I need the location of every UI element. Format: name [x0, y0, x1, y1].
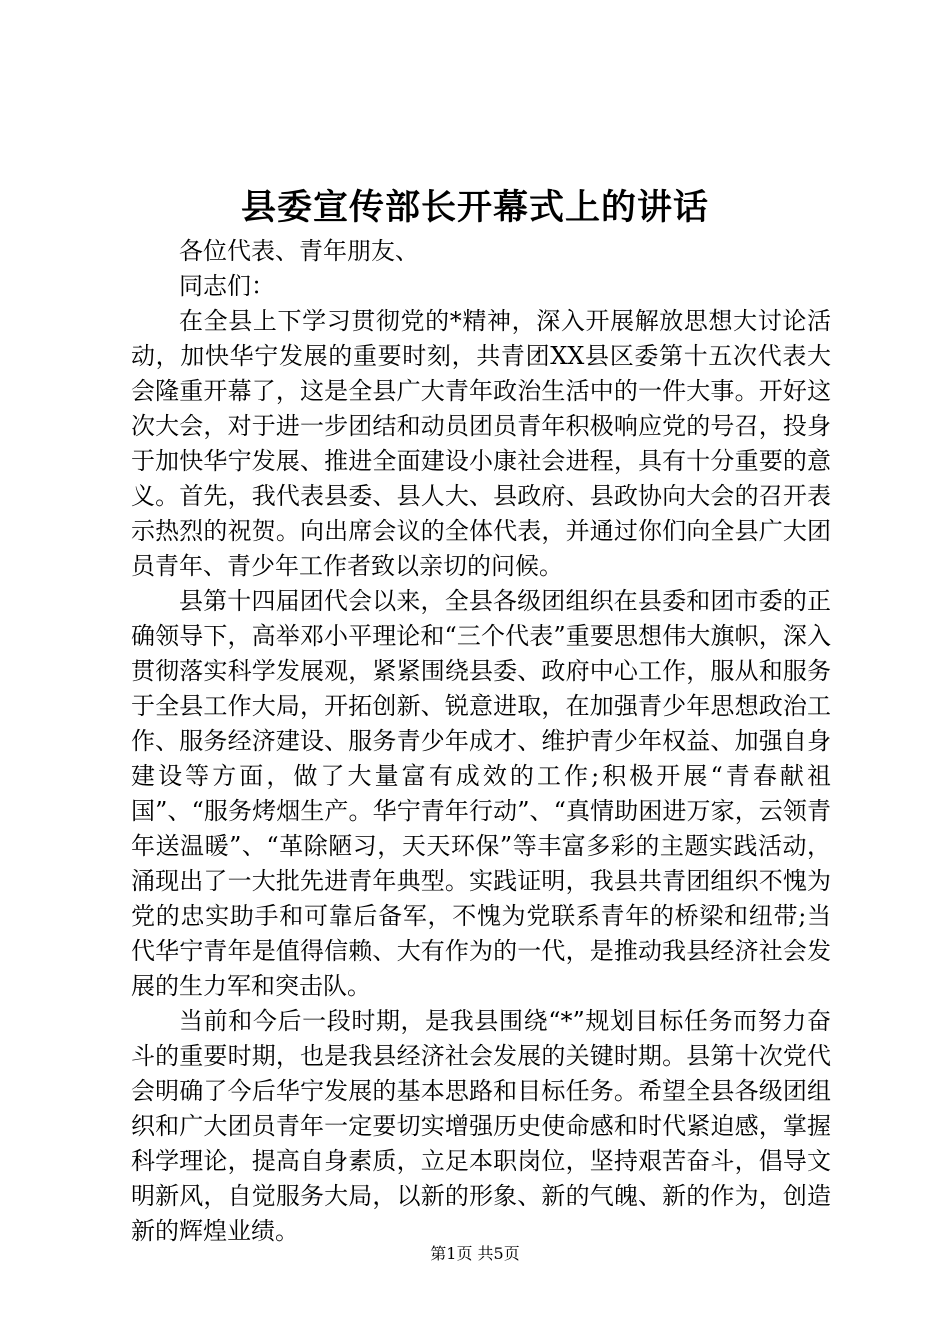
document-title: 县委宣传部长开幕式上的讲话: [240, 187, 709, 228]
salutation-line-2: 同志们：: [179, 272, 275, 300]
salutation-line-1: 各位代表、青年朋友、: [179, 237, 419, 265]
paragraph-1: 在全县上下学习贯彻党的*精神，深入开展解放思想大讨论活动，加快华宁发展的重要时刻，共青团XX县区委第十五次代表大会隆重开幕了，这是全县广大青年政治生活中的一件大事。开好这次大会，对于进一步团结和动员团员青年积极响应党的号召，投身于加快华宁发展、推进全面建设小康社会进程，具有十分重要的意义。首先，我代表县委、县人大、县政府、县政协向大会的召开表示热烈的祝贺。向出席会议的全体代表，并通过你们向全县广大团员青年、青少年工作者致以亲切的问候。: [131, 307, 831, 580]
paragraph-3: 当前和今后一段时期，是我县围绕“*”规划目标任务而努力奋斗的重要时期，也是我县经济社会发展的关键时期。县第十次党代会明确了今后华宁发展的基本思路和目标任务。希望全县各级团组织和广大团员青年一定要切实增强历史使命感和时代紧迫感，掌握科学理论，提高自身素质，立足本职岗位，坚持艰苦奋斗，倡导文明新风，自觉服务大局，以新的形象、新的气魄、新的作为，创造新的辉煌业绩。: [131, 1007, 831, 1245]
document-body: [131, 234, 831, 1249]
paragraph-2: 县第十四届团代会以来，全县各级团组织在县委和团市委的正确领导下，高举邓小平理论和“三个代表”重要思想伟大旗帜，深入贯彻落实科学发展观，紧紧围绕县委、政府中心工作，服从和服务于全县工作大局，开拓创新、锐意进取，在加强青少年思想政治工作、服务经济建设、服务青少年成才、维护青少年权益、加强自身建设等方面，做了大量富有成效的工作;积极开展“青春献祖国”、“服务烤烟生产。华宁青年行动”、“真情助困进万家，云领青年送温暖”、“革除陋习，天天环保”等丰富多彩的主题实践活动，涌现出了一大批先进青年典型。实践证明，我县共青团组织不愧为党的忠实助手和可靠后备军，不愧为党联系青年的桥梁和纽带;当代华宁青年是值得信赖、大有作为的一代，是推动我县经济社会发展的生力军和突击队。: [131, 587, 831, 1000]
page-number-footer: 第1页 共5页: [430, 1244, 520, 1263]
